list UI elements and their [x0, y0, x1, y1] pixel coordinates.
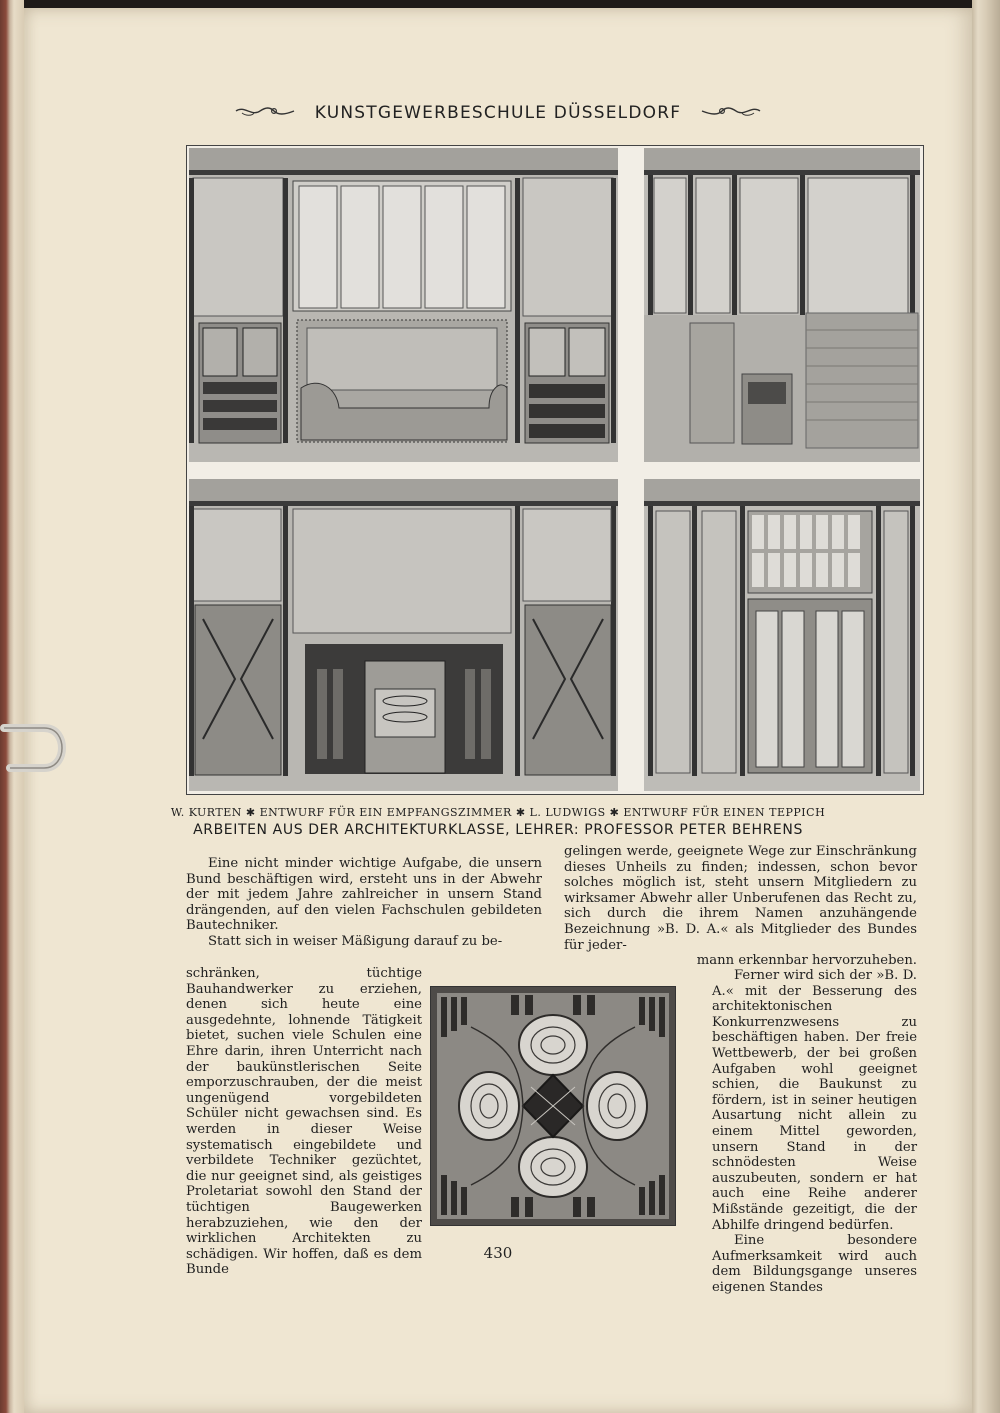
carpet-design-illustration: [430, 986, 676, 1226]
paragraph: Eine nicht minder wichtige Aufgabe, die unsern Bund beschäftigen wird, ersteht uns in der Abwehr der mit jedem Jahre zahlreicher in unsern Stand drängenden, auf den vielen Fachschulen gebildeten Bautechniker.: [186, 856, 542, 934]
paragraph-line: mann erkennbar hervorzuheben.: [696, 953, 917, 969]
elevation-drawing-top-right: [644, 148, 920, 462]
left-ornament-icon: [234, 103, 296, 123]
running-header: [24, 103, 972, 123]
elevation-drawing-bottom-right: [644, 479, 920, 791]
plate-caption-title: ARBEITEN AUS DER ARCHITEKTURKLASSE, LEHRER: PROFESSOR PETER BEHRENS: [193, 822, 803, 838]
paragraph: Ferner wird sich der »B. D. A.« mit der Besserung des architektonischen Konkurrenzwesens zu beschäftigen haben. Der freie Wettbewerb, der bei großen Aufgaben wohl geeignet schien, die Baukunst zu fördern, ist in seiner heutigen Ausartung nicht allein zu einem Mittel geworden, unsern Stand in der schnödesten Weise auszubeuten, sondern er hat auch eine Reihe anderer Mißstände gezeitigt, die der Abhilfe dringend bedürfen.: [712, 968, 917, 1233]
book-spine-edge: [0, 0, 24, 1413]
paragraph: Eine besondere Aufmerksamkeit wird auch dem Bildungsgange unseres eigenen Standes: [712, 1233, 917, 1295]
paper-clip-icon: [0, 720, 66, 778]
right-column-top: [564, 844, 917, 969]
left-column-top: [186, 856, 542, 950]
book-page: [24, 8, 972, 1413]
elevation-drawing-bottom-left: [189, 479, 618, 791]
architecture-plate: [186, 145, 924, 795]
page-header-title: KUNSTGEWERBESCHULE DÜSSELDORF: [314, 103, 682, 123]
paragraph: schränken, tüchtige Bauhandwerker zu erziehen, denen sich heute eine ausgedehnte, lohnende Tätigkeit bietet, suchen viele Schulen eine Ehre darin, ihren Unterricht nach der baukünstlerischen Seite emporzuschrauben, der die meist ungenügend vorgebildeten Schüler nicht gewachsen sind. Es werden in dieser Weise systematisch eingebildete und verbildete Techniker gezüchtet, die nur geeignet sind, als geistiges Proletariat sowohl den Stand der tüchtigen Baugewerken herabzuziehen, wie den der wirklichen Architekten zu schädigen. Wir hoffen, daß es dem Bunde: [186, 966, 422, 1278]
elevation-drawing-top-left: [189, 148, 618, 462]
paragraph: gelingen werde, geeignete Wege zur Einschränkung dieses Unheils zu finden; indessen, schon bevor solches möglich ist, steht unsern Mitgliedern zu wirksamer Abwehr aller Unberufenen das Recht zu, sich durch die ihrem Namen anzuhängende Bezeichnung »B. D. A.« als Mitglieder des Bundes für jeder-: [564, 844, 917, 953]
neighbor-page-edge: [972, 0, 1000, 1413]
right-ornament-icon: [700, 103, 762, 123]
plate-caption-credits: W. KURTEN ✱ ENTWURF FÜR EIN EMPFANGSZIMMER ✱ L. LUDWIGS ✱ ENTWURF FÜR EINEN TEPPICH: [170, 806, 826, 819]
page-number: 430: [483, 1244, 513, 1262]
paragraph: Statt sich in weiser Mäßigung darauf zu be-: [208, 933, 503, 949]
left-column-wrap: [186, 966, 422, 1278]
